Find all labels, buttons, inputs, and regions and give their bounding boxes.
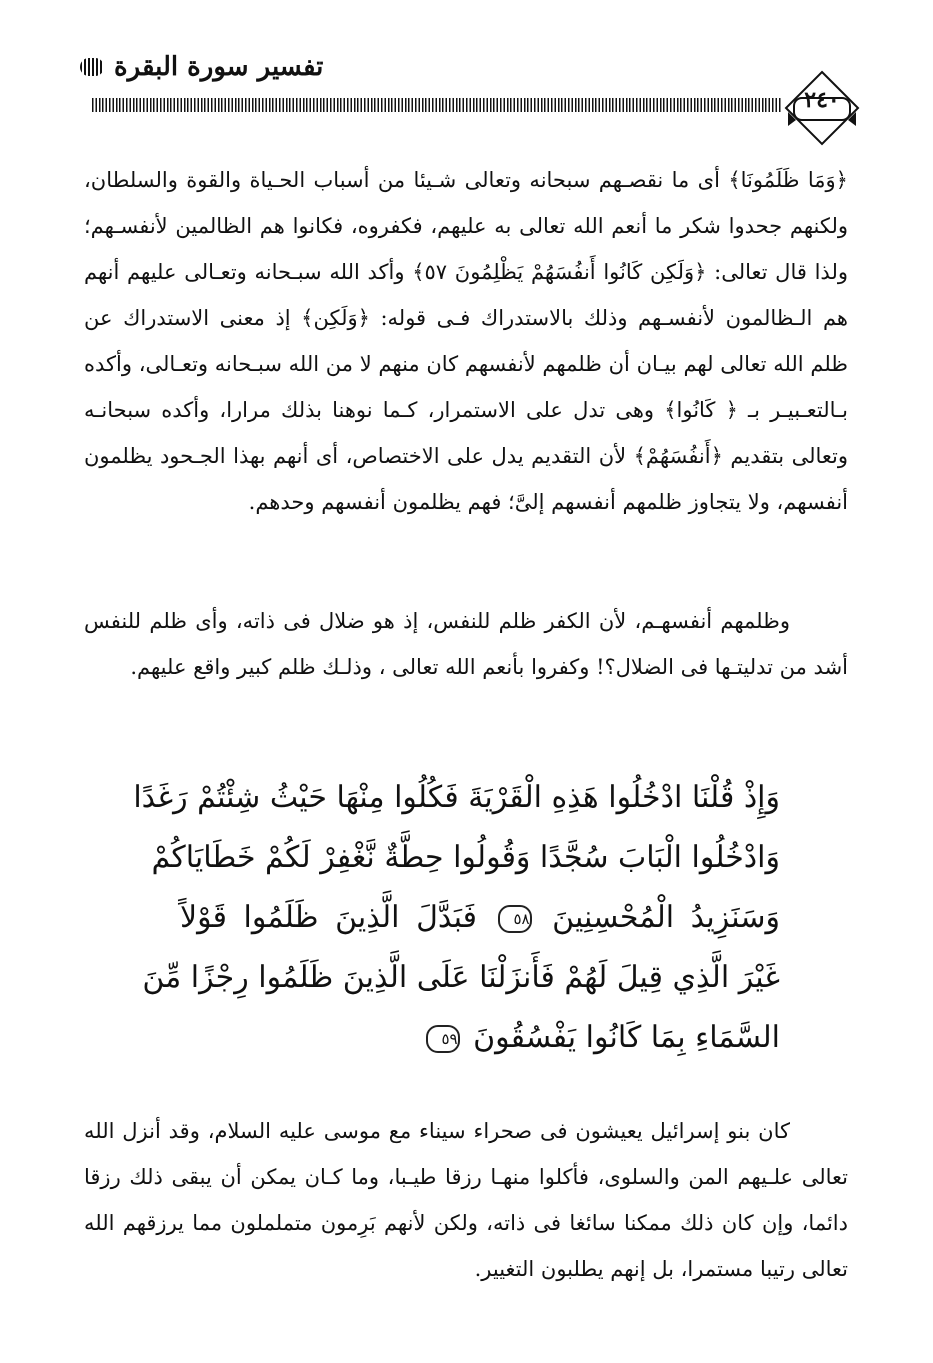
page-number: ٢٤٠ [804, 87, 840, 113]
verse-line [180, 888, 780, 948]
header-title: تفسير سورة البقرة [114, 52, 324, 82]
page-number-badge [782, 68, 862, 148]
running-header [80, 52, 323, 82]
verse-segment: فَبَدَّلَ الَّذِينَ ظَلَمُوا قَوْلاً [180, 900, 478, 935]
paragraph-2 [84, 598, 848, 690]
ayah-number-59: ٥٩ [426, 1025, 460, 1053]
ornament-icon [80, 58, 104, 76]
quran-verses [133, 768, 780, 1068]
paragraph-1 [84, 157, 848, 525]
verse-segment: السَّمَاءِ بِمَا كَانُوا يَفْسُقُونَ [473, 1020, 780, 1055]
verse-line [180, 1008, 780, 1068]
header-rule [92, 98, 782, 112]
verse-line: غَيْرَ الَّذِي قِيلَ لَهُمْ فَأَنزَلْنَا عَلَى الَّذِينَ ظَلَمُوا رِجْزًا مِّنَ [142, 960, 780, 995]
ayah-number-58: ٥٨ [498, 905, 532, 933]
paragraph-text: وظلمهم أنفسهـم، لأن الكفر ظلم للنفس، إذ هو ضلال فى ذاته، وأى ظلم للنفس أشد من تدليتـها فى الضلال؟! وكفروا بأنعم الله تعالى ، وذلـك ظلم كبير واقع عليهم. [84, 609, 848, 679]
paragraph-3 [84, 1108, 848, 1292]
verse-segment: وَسَنَزِيدُ الْمُحْسِنِينَ [552, 900, 780, 935]
verse-line: وَادْخُلُوا الْبَابَ سُجَّدًا وَقُولُوا حِطَّةٌ نَّغْفِرْ لَكُمْ خَطَايَاكُمْ [151, 840, 780, 875]
verse-line: وَإِذْ قُلْنَا ادْخُلُوا هَذِهِ الْقَرْيَةَ فَكُلُوا مِنْهَا حَيْثُ شِئْتُمْ رَغَدًا [133, 780, 780, 815]
paragraph-text: كان بنو إسرائيل يعيشون فى صحراء سيناء مع موسى عليه السلام، وقد أنزل الله تعالى علـيهم المن والسلوى، فأكلوا منهـا رزقا طيـبا، وما كـان يمكن أن يبقى ذلك رزقا دائما، وإن كان ذلك ممكنا سائغا فى ذاته، ولكن لأنهم بَرِمون متململون مما يرزقهم الله تعالى رتيبا مستمرا، بل إنهم يطلبون التغيير. [84, 1119, 848, 1281]
paragraph-text: ﴿وَمَا ظَلَمُونَا﴾ أى ما نقصـهم سبحانه وتعالى شـيئا من أسباب الحـياة والقوة والسلطان، ولكنهم جحدوا شكر ما أنعم الله تعالى به عليهم، فكفروه، فكانوا هم الظالمين لأنفسـهم؛ ولذا قال تعالى: ﴿وَلَكِن كَانُوا أَنفُسَهُمْ يَظْلِمُونَ ٥٧﴾ وأكد الله سبـحانه وتعـالى عليهم أنهم هم الـظالمون لأنفسـهم وذلك بالاستدراك فـى قوله: ﴿وَلَكِن﴾ إذ معنى الاستدراك عن ظلم الله تعالى لهم بيـان أن ظلمهم لأنفسهم كان منهم لا من الله سبـحانه وتعـالى، وأكده بـالتعـبيـر بـ ﴿ كَانُوا﴾ وهى تدل على الاستمرار، كـما نوهنا بذلك مرارا، وأكده سبحانـه وتعالى بتقديم ﴿أَنفُسَهُمْ﴾ لأن التقديم يدل على الاختصاص، أى أنهم بهذا الجـحود يظلمون أنفسهم، ولا يتجاوز ظلمهم أنفسهم إلىَّ؛ فهم يظلمون أنفسهم وحدهم. [84, 168, 848, 514]
